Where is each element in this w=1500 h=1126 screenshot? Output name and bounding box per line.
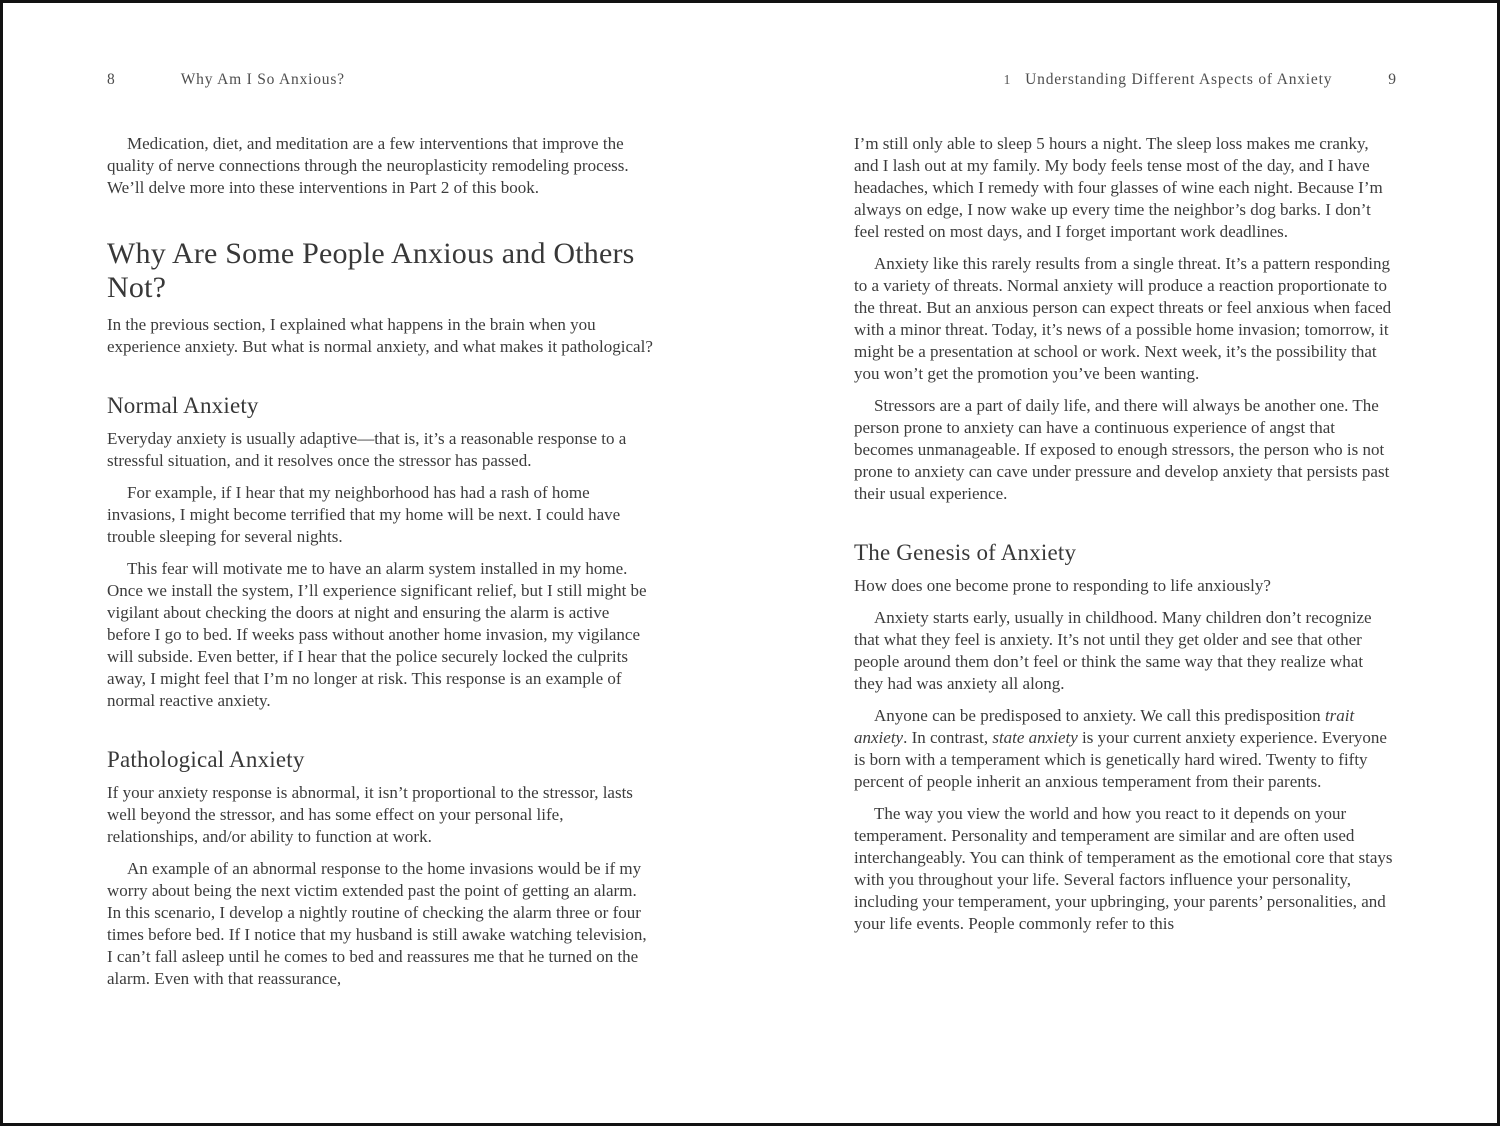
page-body-right bbox=[854, 133, 1396, 935]
paragraph: Stressors are a part of daily life, and there will always be another one. The person prone to anxiety can have a continuous experience of angst that becomes unmanageable. If exposed to enough stressors, the person who is not prone to anxiety can cave under pressure and develop anxiety that persists past their usual experience. bbox=[854, 396, 1390, 503]
subheading-pathological-anxiety: Pathological Anxiety bbox=[107, 747, 305, 772]
paragraph: This fear will motivate me to have an alarm system installed in my home. Once we install the system, I’ll experience significant relief, but I still might be vigilant about checking the doors at night and ensuring the alarm is active before I go to bed. If weeks pass without another home invasion, my vigilance will subside. Even better, if I hear that the police securely locked the culprits away, I might feel that I’m no longer at risk. This response is an example of normal reactive anxiety. bbox=[107, 559, 647, 710]
paragraph: An example of an abnormal response to the home invasions would be if my worry about being the next victim extended past the point of getting an alarm. In this scenario, I develop a nightly routine of checking the alarm three or four times before bed. If I notice that my husband is still awake watching television, I can’t fall asleep until he comes to bed and reassures me that he turned on the alarm. Even with that reassurance, bbox=[107, 859, 647, 988]
subheading-normal-anxiety: Normal Anxiety bbox=[107, 393, 259, 418]
paragraph: Medication, diet, and meditation are a few interventions that improve the quality of nerve connections through the neuroplasticity remodeling process. We’ll delve more into these interventions in Part 2 of this book. bbox=[107, 134, 629, 197]
paragraph: If your anxiety response is abnormal, it isn’t proportional to the stressor, lasts well beyond the stressor, and has some effect on your personal life, relationships, and/or ability to function at work. bbox=[107, 783, 633, 846]
page-number-left: 8 bbox=[107, 71, 115, 88]
subheading-genesis-of-anxiety: The Genesis of Anxiety bbox=[854, 540, 1077, 565]
running-title-left: Why Am I So Anxious? bbox=[180, 71, 345, 88]
chapter-number: 1 bbox=[1003, 72, 1012, 87]
heading-why-are-some-people-anxious: Why Are Some People Anxious and Others Not? bbox=[107, 237, 635, 304]
page-left bbox=[107, 3, 653, 990]
paragraph: I’m still only able to sleep 5 hours a night. The sleep loss makes me cranky, and I lash out at my family. My body feels tense most of the day, and I have headaches, which I remedy with four glasses of wine each night. Because I’m always on edge, I now wake up every time the neighbor’s dog barks. I don’t feel rested on most days, and I forget important work deadlines. bbox=[854, 134, 1383, 241]
paragraph: The way you view the world and how you react to it depends on your temperament. Personality and temperament are similar and are often used interchangeably. You can think of temperament as the emotional core that stays with you throughout your life. Several factors influence your personality, including your temperament, your upbringing, your parents’ personalities, and your life events. People commonly refer to this bbox=[854, 804, 1393, 933]
paragraph: Anxiety starts early, usually in childhood. Many children don’t recognize that what they feel is anxiety. It’s not until they get older and see that other people around them don’t feel or think the same way that they realize what they had was anxiety all along. bbox=[854, 608, 1372, 693]
running-title-right: Understanding Different Aspects of Anxiety bbox=[1025, 71, 1333, 88]
running-head-left bbox=[107, 71, 653, 89]
paragraph: Anyone can be predisposed to anxiety. We call this predisposition trait anxiety. In contrast, state anxiety is your current anxiety experience. Everyone is born with a temperament which is genetically hard wired. Twenty to fifty percent of people inherit an anxious temperament from their parents. bbox=[854, 706, 1387, 791]
paragraph: How does one become prone to responding to life anxiously? bbox=[854, 576, 1271, 595]
paragraph: Everyday anxiety is usually adaptive—that is, it’s a reasonable response to a stressful situation, and it resolves once the stressor has passed. bbox=[107, 429, 627, 470]
paragraph: In the previous section, I explained what happens in the brain when you experience anxiety. But what is normal anxiety, and what makes it pathological? bbox=[107, 315, 653, 356]
page-right bbox=[854, 3, 1396, 935]
page-body-left bbox=[107, 133, 653, 990]
page-number-right: 9 bbox=[1388, 71, 1396, 88]
paragraph: Anxiety like this rarely results from a single threat. It’s a pattern responding to a variety of threats. Normal anxiety will produce a reaction proportionate to the threat. But an anxious person can expect threats or feel anxious when faced with a minor threat. Today, it’s news of a possible home invasion; tomorrow, it might be a presentation at school or work. Next week, it’s the possibility that you won’t get the promotion you’ve been wanting. bbox=[854, 254, 1392, 383]
paragraph: For example, if I hear that my neighborhood has had a rash of home invasions, I might become terrified that my home will be next. I could have trouble sleeping for several nights. bbox=[107, 483, 621, 546]
running-head-right bbox=[854, 71, 1396, 89]
